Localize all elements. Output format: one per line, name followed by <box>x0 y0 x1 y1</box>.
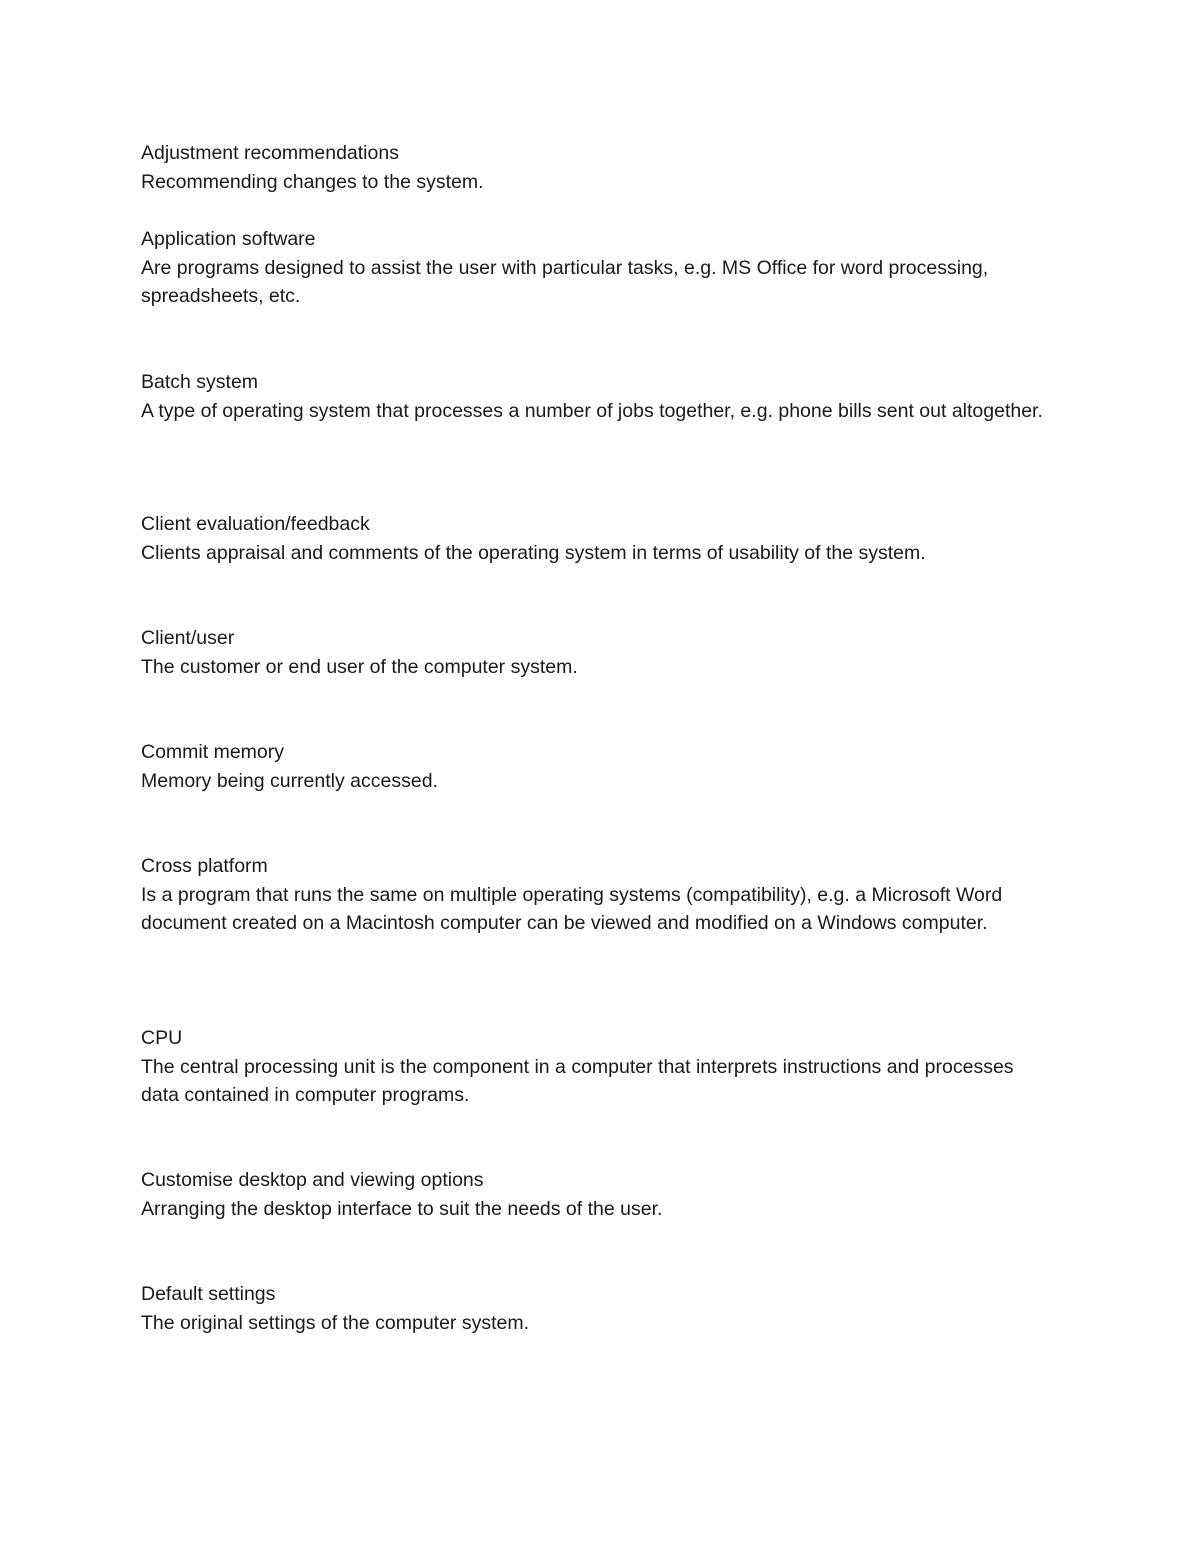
glossary-entry <box>141 510 1051 567</box>
glossary-definition: The original settings of the computer system. <box>141 1311 530 1334</box>
glossary-entry <box>141 1024 1051 1110</box>
glossary-entry <box>141 624 1051 681</box>
glossary-definition: Are programs designed to assist the user with particular tasks, e.g. MS Office for word processing, spreadsheets, etc. <box>141 256 989 307</box>
glossary-entry <box>141 139 1051 196</box>
glossary-entry <box>141 738 1051 795</box>
glossary-term: Adjustment recommendations <box>141 142 399 164</box>
glossary-definition: Is a program that runs the same on multiple operating systems (compatibility), e.g. a Microsoft Word document created on a Macintosh computer can be viewed and modified on a Windows computer. <box>141 883 1003 934</box>
glossary-term: Default settings <box>141 1283 276 1305</box>
glossary-definition: The customer or end user of the computer system. <box>141 655 578 678</box>
glossary-term: Customise desktop and viewing options <box>141 1169 484 1191</box>
glossary-definition: Recommending changes to the system. <box>141 170 484 193</box>
glossary-term: Commit memory <box>141 741 285 763</box>
glossary-entry <box>141 1166 1051 1223</box>
glossary-term: Client/user <box>141 627 235 649</box>
glossary-term: Application software <box>141 228 316 250</box>
glossary-term: Cross platform <box>141 855 268 877</box>
glossary-definition: A type of operating system that processes a number of jobs together, e.g. phone bills sent out altogether. <box>141 399 1043 422</box>
glossary-definition: Clients appraisal and comments of the operating system in terms of usability of the system. <box>141 541 926 564</box>
glossary-definition: The central processing unit is the component in a computer that interprets instructions and processes data contained in computer programs. <box>141 1055 1014 1106</box>
glossary-entry <box>141 368 1051 425</box>
glossary-entry <box>141 1280 1051 1337</box>
glossary-definition: Arranging the desktop interface to suit the needs of the user. <box>141 1197 663 1220</box>
glossary-entry <box>141 225 1051 311</box>
glossary-entry <box>141 852 1051 938</box>
glossary-term: CPU <box>141 1027 183 1049</box>
glossary-term: Batch system <box>141 371 259 393</box>
glossary-term: Client evaluation/feedback <box>141 513 370 535</box>
glossary-definition: Memory being currently accessed. <box>141 769 438 792</box>
